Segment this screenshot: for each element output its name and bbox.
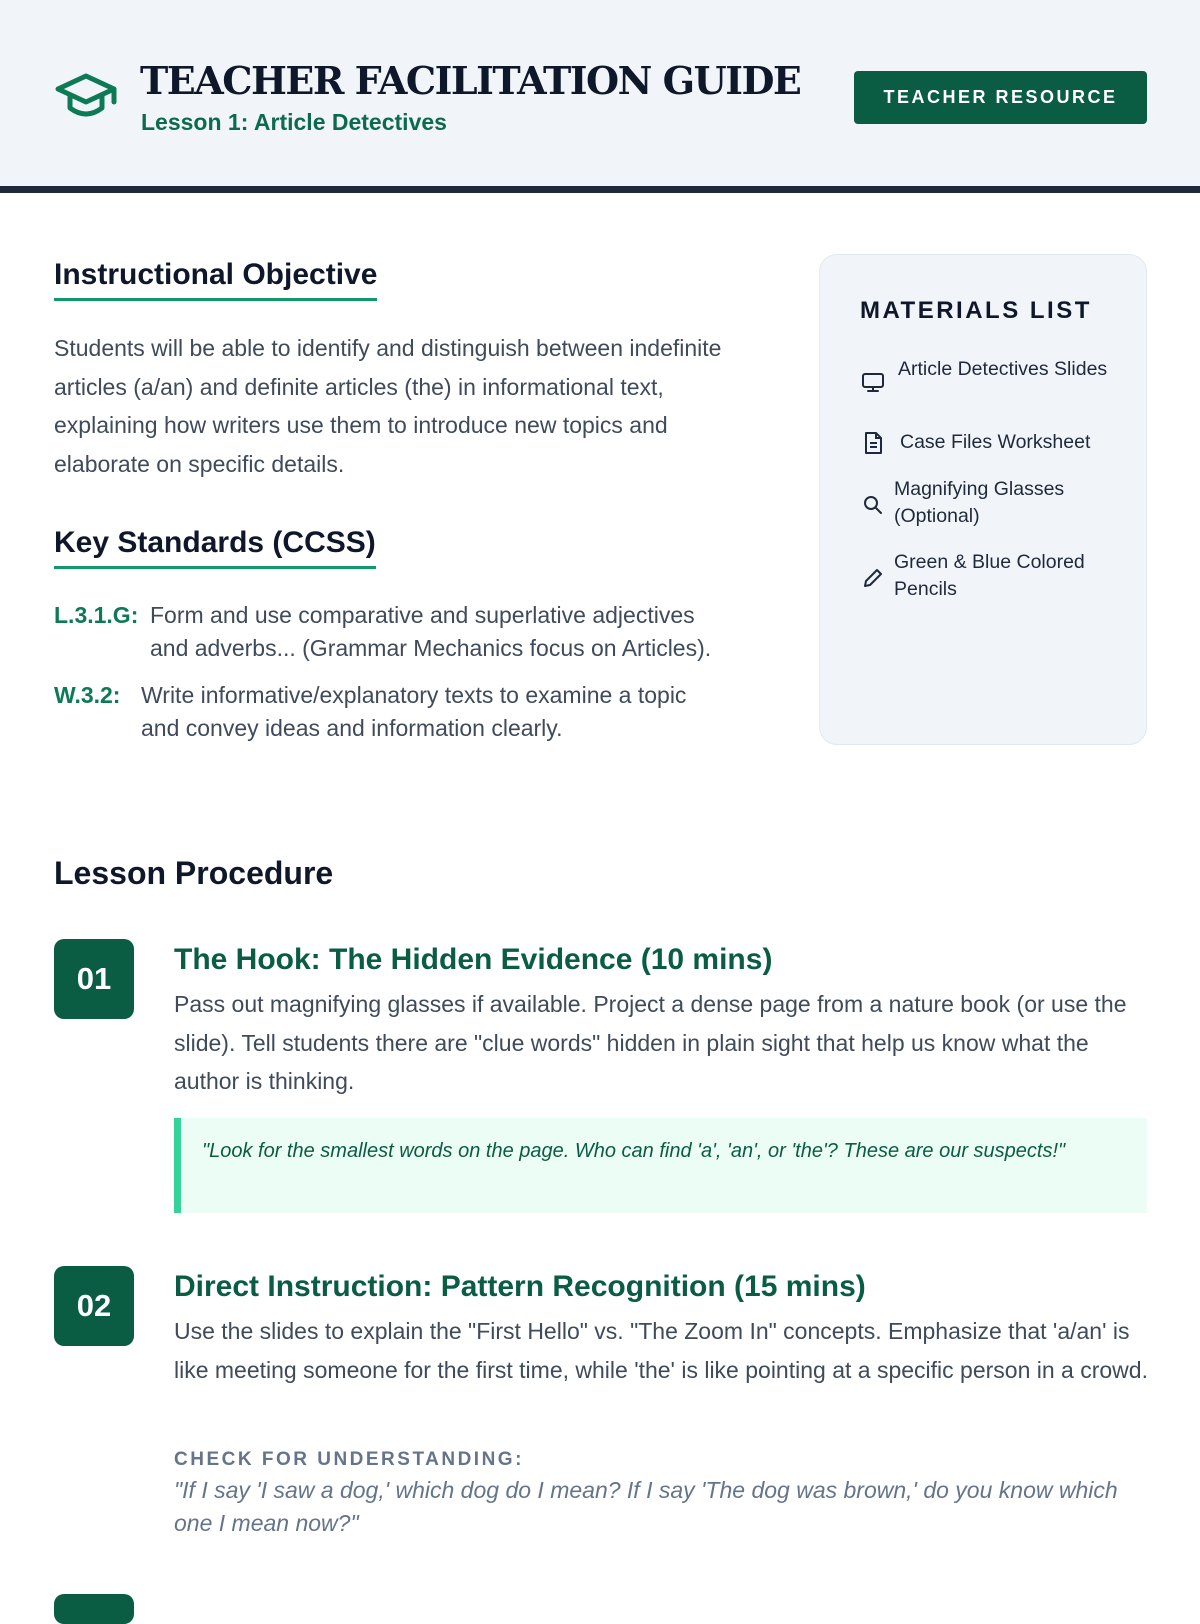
step-title: The Hook: The Hidden Evidence (10 mins) bbox=[174, 943, 773, 976]
step-title: Direct Instruction: Pattern Recognition (15 mins) bbox=[174, 1270, 866, 1303]
standard-text: and convey ideas and information clearly. bbox=[141, 715, 563, 741]
standards-heading: Key Standards (CCSS) bbox=[54, 526, 376, 569]
step-number-badge: 01 bbox=[54, 939, 134, 1019]
procedure-heading: Lesson Procedure bbox=[54, 855, 334, 891]
standard-text: and adverbs... (Grammar Mechanics focus on Articles). bbox=[150, 635, 712, 661]
standard-code: W.3.2: bbox=[54, 682, 121, 708]
step-body: Use the slides to explain the "First Hello" vs. "The Zoom In" concepts. Emphasize that 'a/an' is like meeting someone for the first time, while 'the' is like pointing at a specific person in a crowd. bbox=[174, 1318, 1148, 1383]
lesson-subtitle: Lesson 1: Article Detectives bbox=[141, 109, 447, 135]
material-label: Case Files Worksheet bbox=[900, 431, 1091, 453]
pencil-icon bbox=[860, 565, 886, 591]
objective-text: Students will be able to identify and distinguish between indefinite articles (a/an) and definite articles (the) in informational text, explaining how writers use them to introduce new topics and elaborate on specific details. bbox=[54, 335, 722, 477]
step-number-badge: 02 bbox=[54, 1266, 134, 1346]
check-for-understanding-label: CHECK FOR UNDERSTANDING: bbox=[174, 1449, 524, 1470]
monitor-icon bbox=[860, 369, 886, 395]
standard-text: Write informative/explanatory texts to examine a topic bbox=[141, 682, 687, 708]
page-header bbox=[0, 0, 1200, 193]
standard-code: L.3.1.G: bbox=[54, 602, 139, 628]
materials-card bbox=[819, 254, 1147, 745]
material-label: Magnifying Glasses (Optional) bbox=[894, 478, 1065, 527]
magnifier-icon bbox=[860, 492, 886, 518]
materials-title: MATERIALS LIST bbox=[860, 297, 1092, 324]
teacher-resource-badge: TEACHER RESOURCE bbox=[854, 71, 1147, 124]
objective-heading: Instructional Objective bbox=[54, 258, 377, 301]
graduation-cap-icon bbox=[54, 70, 118, 122]
teacher-script-quote: "Look for the smallest words on the page. Who can find 'a', 'an', or 'the'? These are our suspects!" bbox=[174, 1118, 1147, 1213]
step-body: Pass out magnifying glasses if available. Project a dense page from a nature book (or use the slide). Tell students there are "clue words" hidden in plain sight that help us know what the author is thinking. bbox=[174, 991, 1127, 1094]
material-label: Green & Blue Colored Pencils bbox=[894, 551, 1085, 600]
step-number-badge-partial bbox=[54, 1594, 134, 1624]
document-icon bbox=[860, 430, 886, 456]
check-for-understanding-question: "If I say 'I saw a dog,' which dog do I mean? If I say 'The dog was brown,' do you know which one I mean now?" bbox=[174, 1477, 1118, 1536]
standard-text: Form and use comparative and superlative adjectives bbox=[150, 602, 695, 628]
page-title: TEACHER FACILITATION GUIDE bbox=[140, 58, 801, 103]
material-label: Article Detectives Slides bbox=[898, 358, 1108, 380]
